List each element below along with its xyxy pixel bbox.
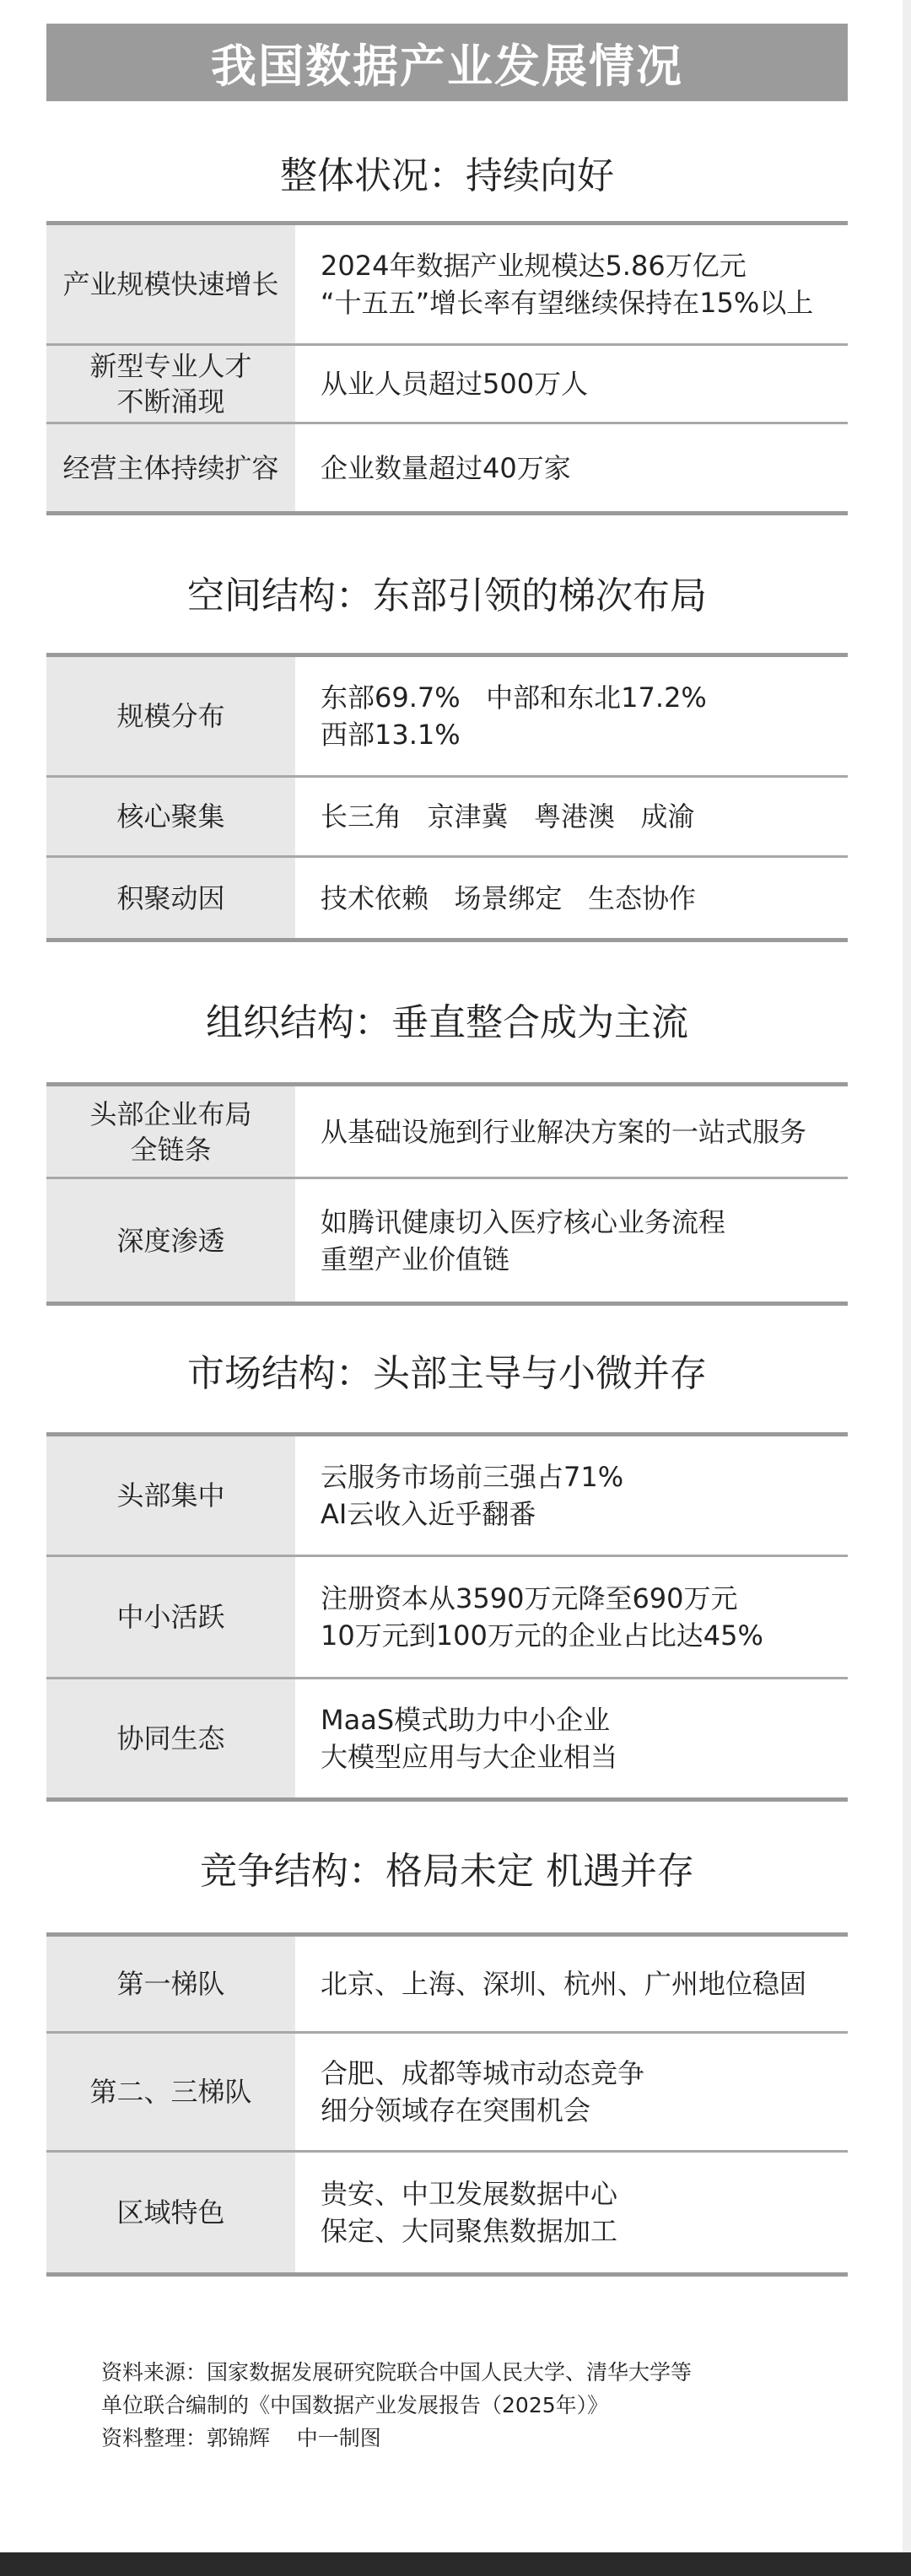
table-row xyxy=(46,1557,848,1677)
table-row xyxy=(46,424,848,511)
source-note xyxy=(101,2356,844,2455)
row-label: 第二、三梯队 xyxy=(46,2034,295,2150)
divider xyxy=(46,1301,848,1306)
table-competition xyxy=(46,1932,848,2277)
row-value: 从基础设施到行业解决方案的一站式服务 xyxy=(321,1115,807,1148)
table-row xyxy=(46,1679,848,1797)
section-title-spatial: 空间结构：东部引领的梯次布局 xyxy=(187,574,707,617)
row-value: 如腾讯健康切入医疗核心业务流程 重塑产业价值链 xyxy=(321,1205,726,1275)
table-row xyxy=(46,1436,848,1555)
table-overall xyxy=(46,221,848,515)
table-row xyxy=(46,225,848,343)
table-row xyxy=(46,858,848,938)
row-label: 规模分布 xyxy=(46,657,295,775)
page-title-banner xyxy=(46,24,848,101)
row-value: 合肥、成都等城市动态竞争 细分领域存在突围机会 xyxy=(321,2057,645,2126)
row-value: 北京、上海、深圳、杭州、广州地位稳固 xyxy=(321,1968,807,2000)
table-row xyxy=(46,1179,848,1301)
row-label: 第一梯队 xyxy=(46,1937,295,2031)
section-title-overall: 整体状况：持续向好 xyxy=(280,154,614,197)
bottom-bar xyxy=(0,2552,911,2576)
divider xyxy=(46,511,848,515)
source-line: 单位联合编制的《中国数据产业发展报告（2025年）》 xyxy=(101,2393,609,2417)
table-row xyxy=(46,2153,848,2272)
row-value: 长三角 京津冀 粤港澳 成渝 xyxy=(321,800,695,833)
table-market xyxy=(46,1432,848,1802)
row-value: 2024年数据产业规模达5.86万亿元 “十五五”增长率有望继续保持在15%以上 xyxy=(321,250,814,319)
row-label: 深度渗透 xyxy=(46,1179,295,1301)
divider xyxy=(46,938,848,942)
row-value: 贵安、中卫发展数据中心 保定、大同聚焦数据加工 xyxy=(321,2178,618,2247)
row-value: 企业数量超过40万家 xyxy=(321,451,571,484)
divider xyxy=(46,1797,848,1802)
table-organization xyxy=(46,1082,848,1306)
row-value: 云服务市场前三强占71% AI云收入近乎翻番 xyxy=(321,1461,624,1530)
table-spatial xyxy=(46,653,848,942)
source-line: 资料来源：国家数据发展研究院联合中国人民大学、清华大学等 xyxy=(101,2360,693,2385)
row-label: 核心聚集 xyxy=(46,778,295,855)
table-row xyxy=(46,778,848,855)
row-label: 积聚动因 xyxy=(46,858,295,938)
row-label: 协同生态 xyxy=(46,1679,295,1797)
row-value: 注册资本从3590万元降至690万元 10万元到100万元的企业占比达45% xyxy=(321,1582,763,1652)
row-value: 技术依赖 场景绑定 生态协作 xyxy=(321,881,697,914)
table-row xyxy=(46,1086,848,1177)
row-label: 头部企业布局 全链条 xyxy=(46,1086,295,1177)
row-label: 中小活跃 xyxy=(46,1557,295,1677)
section-title-market: 市场结构：头部主导与小微并存 xyxy=(187,1352,707,1395)
credit-line: 资料整理：郭锦辉 中一制图 xyxy=(101,2426,381,2450)
row-label: 产业规模快速增长 xyxy=(46,225,295,343)
row-label: 新型专业人才 不断涌现 xyxy=(46,346,295,422)
table-row xyxy=(46,657,848,775)
divider xyxy=(46,2272,848,2277)
row-label: 头部集中 xyxy=(46,1436,295,1555)
row-value: 东部69.7% 中部和东北17.2% 西部13.1% xyxy=(321,682,707,751)
section-title-organization: 组织结构：垂直整合成为主流 xyxy=(206,1001,688,1044)
row-value: 从业人员超过500万人 xyxy=(321,368,589,400)
row-label: 经营主体持续扩容 xyxy=(46,424,295,511)
table-row xyxy=(46,346,848,422)
page-title: 我国数据产业发展情况 xyxy=(211,39,683,93)
table-row xyxy=(46,1937,848,2031)
row-value: MaaS模式助力中小企业 大模型应用与大企业相当 xyxy=(321,1704,618,1773)
section-title-competition: 竞争结构：格局未定 机遇并存 xyxy=(200,1850,694,1893)
right-edge-strip xyxy=(903,0,911,2576)
row-label: 区域特色 xyxy=(46,2153,295,2272)
table-row xyxy=(46,2034,848,2150)
